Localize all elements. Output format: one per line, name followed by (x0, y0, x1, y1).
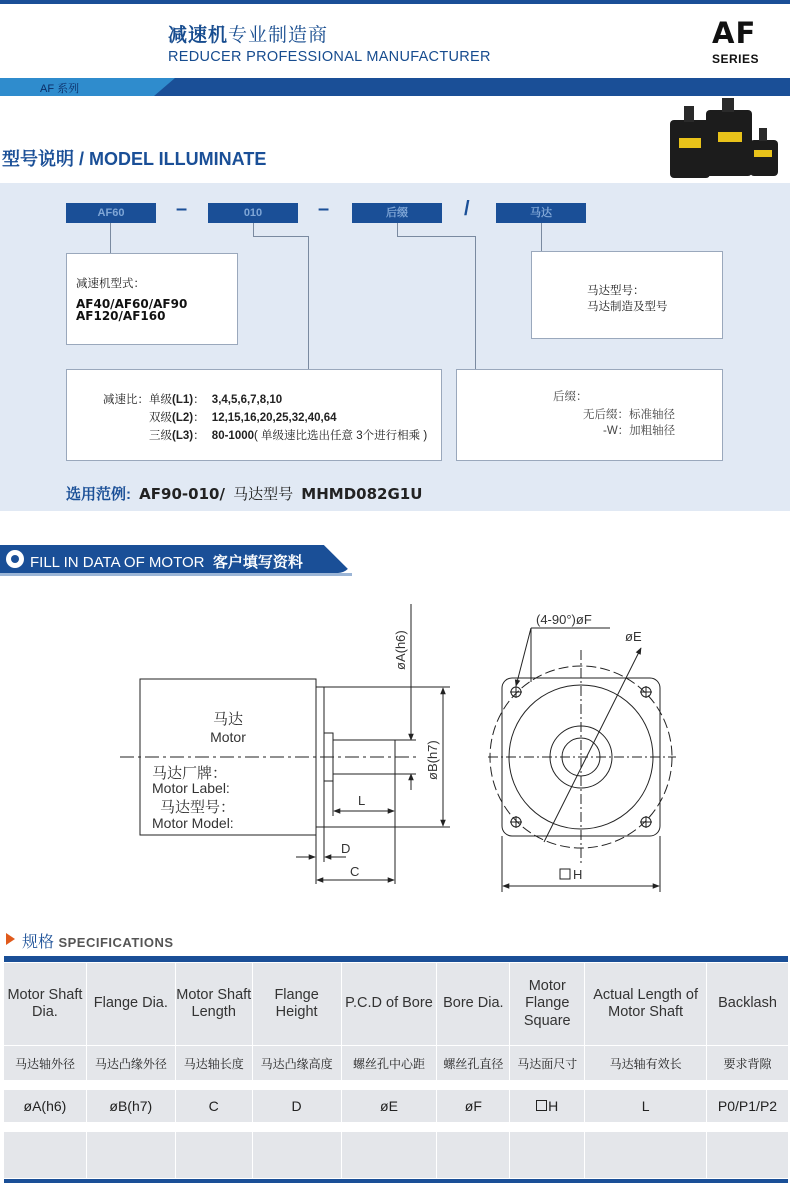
brand-label-en: Motor Label: (152, 780, 230, 796)
type-box-line2: AF120/AF160 (76, 309, 166, 323)
suffix-box (456, 369, 723, 461)
column-header-cn: 马达轴长度 (175, 1046, 252, 1081)
input-cell[interactable] (86, 1132, 175, 1179)
suffix-box-label: 后缀： (553, 391, 588, 403)
symbol-cell: øF (437, 1090, 510, 1123)
dim-b-label: øB(h7) (425, 740, 440, 780)
code-box-ratio: 010 (208, 203, 298, 223)
header-title-en: REDUCER PROFESSIONAL MANUFACTURER (168, 49, 491, 65)
column-header-cn: 马达面尺寸 (510, 1046, 585, 1081)
symbol-cell: øB(h7) (86, 1090, 175, 1123)
dim-a-label: øA(h6) (393, 630, 408, 670)
dim-e-label: øE (625, 629, 642, 644)
column-header-cn: 马达凸缘高度 (252, 1046, 341, 1081)
connector-line (475, 236, 476, 369)
column-header: Backlash (707, 963, 789, 1046)
input-cell[interactable] (707, 1132, 789, 1179)
connector-line (110, 223, 111, 254)
triangle-bullet-icon (6, 933, 15, 945)
selection-example: 选用范例: AF90-010/ 马达型号 MHMD082G1U (66, 485, 423, 503)
type-box (66, 253, 238, 345)
input-cell[interactable] (510, 1132, 585, 1179)
specs-input-row (4, 1132, 789, 1179)
column-header-cn: 马达轴有效长 (585, 1046, 707, 1081)
column-header-cn: 螺丝孔中心距 (341, 1046, 437, 1081)
model-panel (0, 183, 790, 511)
ratio-row: 三级(L3)： 80-1000( 单级速比选出任意 3个进行相乘 ) (149, 430, 428, 442)
code-separator: – (318, 198, 330, 220)
model-label-cn: 马达型号： (160, 799, 236, 816)
bullet-icon-dot (11, 555, 19, 563)
suffix-box-line2: -W：加粗轴径 (603, 425, 676, 437)
column-header-cn: 马达轴外径 (4, 1046, 87, 1081)
motor-label-cn: 马达 (212, 711, 244, 728)
symbol-cell: øE (341, 1090, 437, 1123)
ratio-row: 双级(L2)： 12,15,16,20,25,32,40,64 (149, 412, 337, 424)
square-symbol-icon (560, 869, 570, 879)
motor-section-title: FILL IN DATA OF MOTOR 客户填写资料 (30, 554, 303, 571)
motor-label-en: Motor (210, 729, 246, 745)
connector-line (308, 236, 309, 369)
motor-box (531, 251, 723, 339)
column-header: Flange Dia. (86, 963, 175, 1046)
symbol-cell: P0/P1/P2 (707, 1090, 789, 1123)
dim-d-label: D (341, 841, 351, 856)
dim-f-label: (4-90°)øF (536, 612, 592, 627)
connector-line (541, 223, 542, 251)
code-box-suffix: 后缀 (352, 203, 442, 223)
top-rule (0, 0, 790, 4)
header-title-cn: 减速机专业制造商 (168, 25, 329, 46)
band-label: AF 系列 (40, 83, 80, 95)
column-header: Actual Length of Motor Shaft (585, 963, 707, 1046)
symbol-cell: øA(h6) (4, 1090, 87, 1123)
column-header-cn: 螺丝孔直径 (437, 1046, 510, 1081)
input-cell[interactable] (4, 1132, 87, 1179)
column-header-cn: 马达凸缘外径 (86, 1046, 175, 1081)
section-underline (0, 573, 352, 576)
header-band-accent (0, 78, 175, 96)
column-header: Flange Height (252, 963, 341, 1046)
dim-l-label: L (358, 793, 366, 808)
code-box-type: AF60 (66, 203, 156, 223)
motor-dimension-drawing (0, 590, 790, 910)
symbol-cell: L (585, 1090, 707, 1123)
dim-h-label: H (573, 867, 583, 882)
connector-line (253, 223, 254, 237)
code-separator: / (464, 198, 470, 220)
code-separator: – (176, 198, 188, 220)
series-logo: AF (712, 16, 757, 50)
input-cell[interactable] (341, 1132, 437, 1179)
series-logo-label: SERIES (712, 52, 760, 66)
symbol-cell: H (510, 1090, 585, 1123)
model-label-en: Motor Model: (152, 815, 234, 831)
input-cell[interactable] (585, 1132, 707, 1179)
square-symbol-icon (536, 1100, 547, 1111)
code-box-motor: 马达 (496, 203, 586, 223)
product-image (666, 98, 786, 182)
ratio-box (66, 369, 442, 461)
input-cell[interactable] (437, 1132, 510, 1179)
specs-cn-row (4, 1046, 789, 1081)
symbol-cell: D (252, 1090, 341, 1123)
column-header: Bore Dia. (437, 963, 510, 1046)
specs-table (3, 955, 789, 1184)
specs-symbol-row (4, 1090, 789, 1123)
specs-header-row (4, 963, 789, 1046)
motor-box-line2: 马达制造及型号 (587, 301, 668, 313)
column-header-cn: 要求背隙 (707, 1046, 789, 1081)
input-cell[interactable] (175, 1132, 252, 1179)
symbol-cell: C (175, 1090, 252, 1123)
connector-line (253, 236, 309, 237)
type-box-line1: AF40/AF60/AF90 (76, 297, 188, 311)
specs-title: 规格 SPECIFICATIONS (22, 934, 174, 951)
column-header: Motor Flange Square (510, 963, 585, 1046)
connector-line (397, 223, 398, 237)
motor-box-line1: 马达型号： (587, 285, 645, 297)
column-header: P.C.D of Bore (341, 963, 437, 1046)
ratio-row: 减速比：单级(L1)： 3,4,5,6,7,8,10 (103, 394, 283, 406)
column-header: Motor Shaft Length (175, 963, 252, 1046)
dim-c-label: C (350, 864, 360, 879)
suffix-box-line1: 无后缀：标准轴径 (583, 409, 675, 421)
input-cell[interactable] (252, 1132, 341, 1179)
type-box-label: 减速机型式： (76, 278, 145, 290)
connector-line (397, 236, 475, 237)
brand-label-cn: 马达厂牌： (152, 765, 228, 782)
model-section-title: 型号说明 / MODEL ILLUMINATE (2, 149, 267, 169)
column-header: Motor Shaft Dia. (4, 963, 87, 1046)
